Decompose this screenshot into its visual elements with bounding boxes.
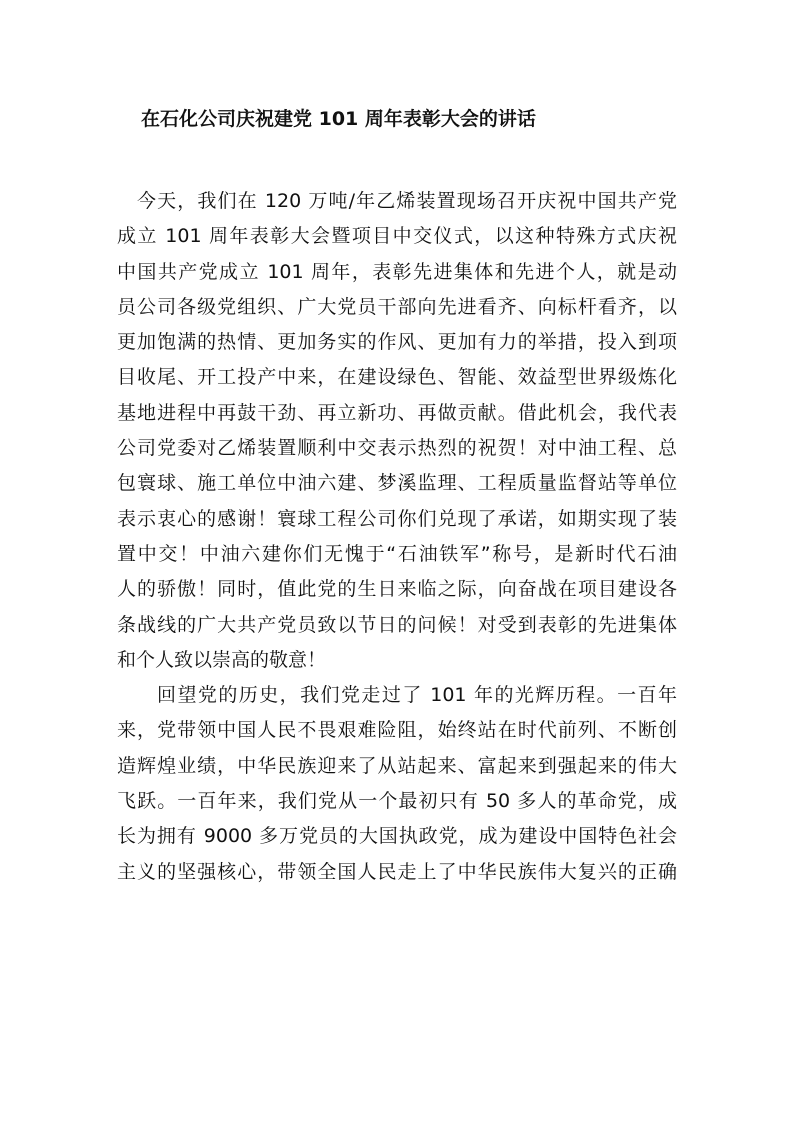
- paragraph-line: 回望党的历史，我们党走过了 101 年的光辉历程。一百年: [157, 684, 677, 707]
- paragraph-line: 基地进程中再鼓干劲、再立新功、再做贡献。借此机会，我代表: [117, 401, 677, 424]
- paragraph-line: 条战线的广大共产党员致以节日的问候！对受到表彰的先进集体: [117, 613, 677, 636]
- paragraph-2: [117, 678, 677, 890]
- paragraph-line: 包寰球、施工单位中油六建、梦溪监理、工程质量监督站等单位: [117, 472, 677, 495]
- paragraph-line: 造辉煌业绩，中华民族迎来了从站起来、富起来到强起来的伟大: [117, 754, 677, 777]
- paragraph-line: 今天，我们在 120 万吨/年乙烯装置现场召开庆祝中国共产党: [137, 190, 677, 212]
- paragraph-line: 人的骄傲！同时，值此党的生日来临之际，向奋战在项目建设各: [117, 578, 677, 601]
- paragraph-line: 主义的坚强核心，带领全国人民走上了中华民族伟大复兴的正确: [117, 860, 677, 883]
- paragraph-line: 置中交！中油六建你们无愧于“石油铁军”称号，是新时代石油: [117, 542, 677, 565]
- paragraph-line: 飞跃。一百年来，我们党从一个最初只有 50 多人的革命党，成: [117, 790, 677, 813]
- paragraph-line: 来，党带领中国人民不畏艰难险阻，始终站在时代前列、不断创: [117, 719, 677, 742]
- paragraph-line: 员公司各级党组织、广大党员干部向先进看齐、向标杆看齐，以: [117, 295, 677, 318]
- document-body: [117, 184, 677, 890]
- paragraph-line: 长为拥有 9000 多万党员的大国执政党，成为建设中国特色社会: [117, 825, 677, 848]
- paragraph-line: 目收尾、开工投产中来，在建设绿色、智能、效益型世界级炼化: [117, 366, 677, 389]
- paragraph-line: 更加饱满的热情、更加务实的作风、更加有力的举措，投入到项: [117, 331, 677, 354]
- paragraph-line: 成立 101 周年表彰大会暨项目中交仪式，以这种特殊方式庆祝: [117, 225, 677, 248]
- paragraph-line: 表示衷心的感谢！寰球工程公司你们兑现了承诺，如期实现了装: [117, 507, 677, 530]
- paragraph-line: 和个人致以崇高的敬意！: [117, 648, 327, 671]
- document-title: 在石化公司庆祝建党 101 周年表彰大会的讲话: [141, 108, 536, 130]
- paragraph-line: 中国共产党成立 101 周年，表彰先进集体和先进个人，就是动: [117, 260, 677, 283]
- paragraph-1: [117, 184, 677, 678]
- paragraph-line: 公司党委对乙烯装置顺利中交表示热烈的祝贺！对中油工程、总: [117, 437, 677, 460]
